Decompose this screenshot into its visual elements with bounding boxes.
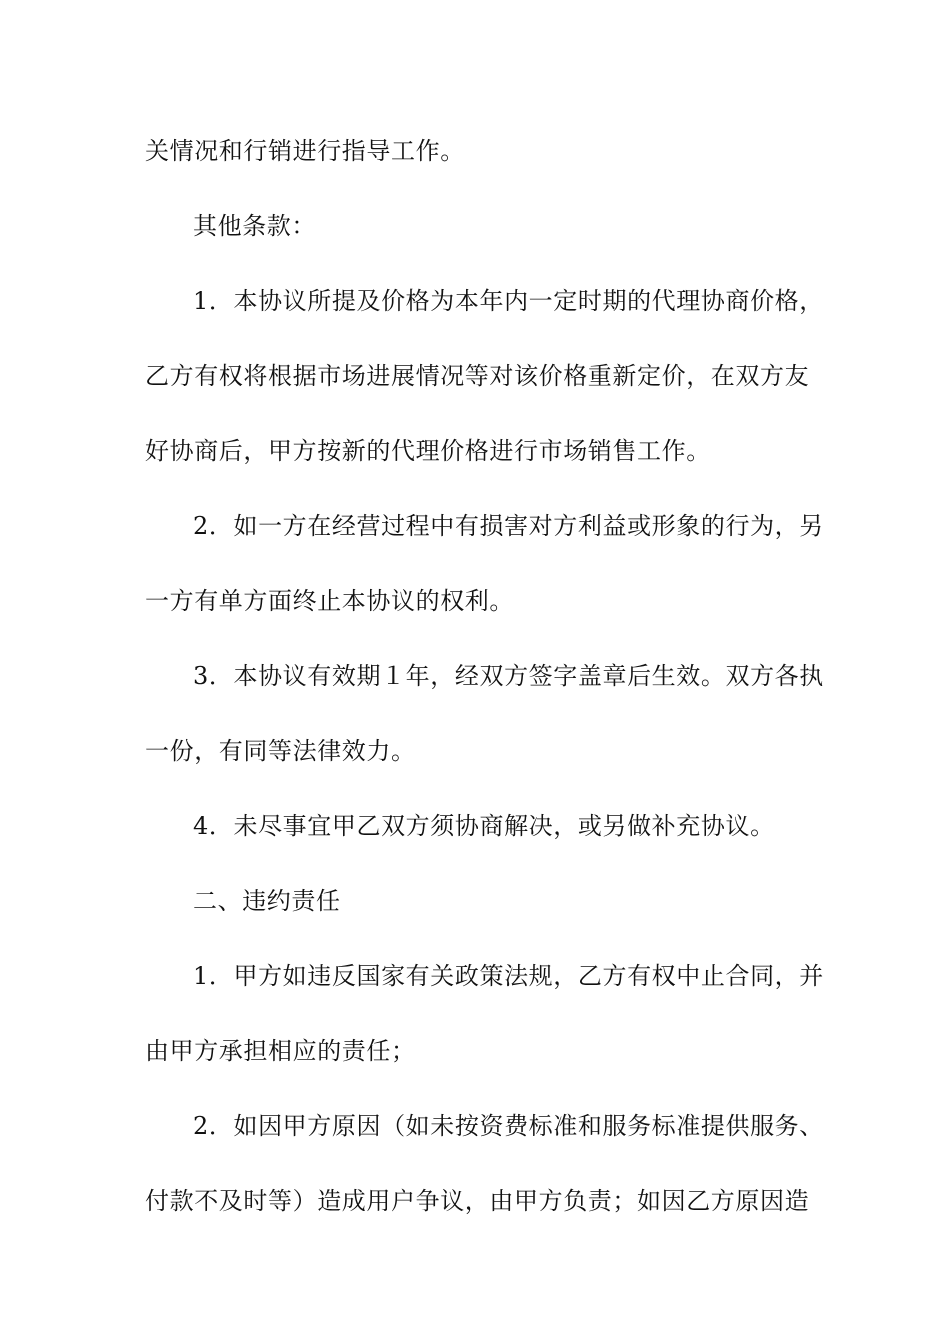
paragraph-line: 付款不及时等）造成用户争议，由甲方负责；如因乙方原因造 xyxy=(145,1187,810,1215)
clause-line: 1．本协议所提及价格为本年内一定时期的代理协商价格， xyxy=(193,287,824,315)
paragraph-line: 由甲方承担相应的责任； xyxy=(145,1037,416,1065)
paragraph-line: 好协商后，甲方按新的代理价格进行市场销售工作。 xyxy=(145,437,711,465)
paragraph-line: 关情况和行销进行指导工作。 xyxy=(145,137,465,165)
clause-line: 3．本协议有效期１年，经双方签字盖章后生效。双方各执 xyxy=(193,662,824,690)
clause-line: 2．如一方在经营过程中有损害对方利益或形象的行为，另 xyxy=(193,512,824,540)
clause-line: 4．未尽事宜甲乙双方须协商解决，或另做补充协议。 xyxy=(193,812,775,840)
clause-line: 2．如因甲方原因（如未按资费标准和服务标准提供服务、 xyxy=(193,1112,824,1140)
clause-line: 1．甲方如违反国家有关政策法规，乙方有权中止合同，并 xyxy=(193,962,824,990)
paragraph-line: 乙方有权将根据市场进展情况等对该价格重新定价，在双方友 xyxy=(145,362,810,390)
section-heading-other-terms: 其他条款： xyxy=(193,212,316,240)
section-heading-breach-liability: 二、违约责任 xyxy=(193,887,341,915)
paragraph-line: 一方有单方面终止本协议的权利。 xyxy=(145,587,514,615)
paragraph-line: 一份，有同等法律效力。 xyxy=(145,737,416,765)
